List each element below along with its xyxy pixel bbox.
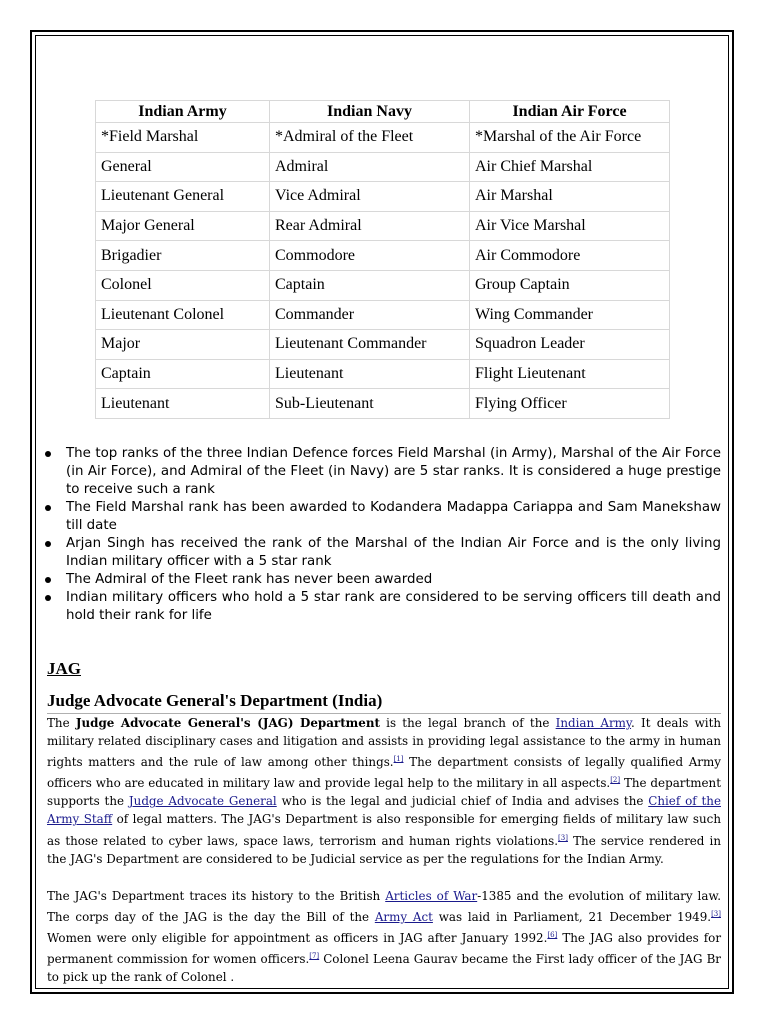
text-run: The department supports the	[47, 776, 721, 809]
link-indian-army[interactable]: Indian Army	[555, 716, 632, 730]
text-run: The JAG's Department traces its history to the British	[47, 889, 386, 903]
table-cell: Air Commodore	[470, 241, 670, 271]
list-item	[40, 571, 721, 589]
table-row	[96, 152, 670, 182]
citation-link[interactable]: [3]	[711, 910, 721, 919]
table-cell: Sub-Lieutenant	[270, 389, 470, 419]
bold-term: Judge Advocate General's (JAG) Department	[75, 716, 380, 730]
text-run: -1385 and the evolution of military law. The corps day of the JAG is the day the Bill of the	[47, 889, 721, 925]
list-item	[40, 589, 721, 625]
jag-paragraph-2	[47, 887, 721, 986]
bullet-icon	[45, 595, 51, 601]
table-row	[96, 182, 670, 212]
bullet-text: The top ranks of the three Indian Defence forces Field Marshal (in Army), Marshal of the Air Force (in Air Force), and Admiral of the Fleet (in Navy) are 5 star ranks. It is considered a huge prestige to receive such a rank	[66, 446, 721, 497]
bullet-icon	[45, 451, 51, 457]
list-item	[40, 499, 721, 535]
table-cell: Commander	[270, 300, 470, 330]
text-run: Colonel Leena Gaurav became the First lady officer of the JAG Br to pick up the rank of Colonel .	[47, 952, 721, 985]
table-cell: Flying Officer	[470, 389, 670, 419]
section-title-jag: JAG	[47, 659, 81, 678]
table-cell: Vice Admiral	[270, 182, 470, 212]
text-run: was laid in Parliament, 21 December 1949.	[432, 910, 712, 925]
table-row	[96, 359, 670, 389]
citation-link[interactable]: [3]	[558, 833, 568, 842]
table-cell: Group Captain	[470, 270, 670, 300]
text-run: . It deals with military related disciplinary cases and litigation and assists in providing legal assistance to the army in human rights matters and the rule of law among other things.	[47, 716, 722, 770]
table-cell: Flight Lieutenant	[470, 359, 670, 389]
table-row	[96, 300, 670, 330]
text-run: The	[47, 716, 76, 730]
bullet-icon	[45, 577, 51, 583]
table-cell: Major	[96, 330, 270, 360]
table-cell: Captain	[270, 270, 470, 300]
table-row	[96, 270, 670, 300]
bullet-text: The Admiral of the Fleet rank has never been awarded	[66, 572, 433, 587]
bullet-icon	[45, 505, 51, 511]
table-cell: *Marshal of the Air Force	[470, 123, 670, 153]
table-cell: General	[96, 152, 270, 182]
table-cell: Commodore	[270, 241, 470, 271]
table-cell: Lieutenant General	[96, 182, 270, 212]
header-indian-navy: Indian Navy	[270, 101, 470, 123]
table-cell: Lieutenant	[270, 359, 470, 389]
bullet-text: Indian military officers who hold a 5 star rank are considered to be serving officers till death and hold their rank for life	[66, 590, 721, 623]
link-army-act[interactable]: Army Act	[374, 910, 433, 925]
table-cell: Lieutenant	[96, 389, 270, 419]
link-judge-advocate-general[interactable]: Judge Advocate General	[128, 794, 277, 809]
text-run: of legal matters. The JAG's Department is also responsible for emerging fields of military law such as those related to cyber laws, space laws, terrorism and human rights violations.	[47, 812, 721, 848]
citation-link[interactable]: [2]	[610, 776, 621, 785]
header-indian-army: Indian Army	[96, 101, 270, 123]
table-cell: Brigadier	[96, 241, 270, 271]
table-header-row	[96, 101, 670, 123]
text-run: The service rendered in the JAG's Department are considered to be Judicial service as per the regulations for the Indian Army.	[47, 833, 721, 866]
ranks-table	[95, 100, 670, 419]
table-cell: Air Chief Marshal	[470, 152, 670, 182]
table-cell: Wing Commander	[470, 300, 670, 330]
table-cell: *Admiral of the Fleet	[270, 123, 470, 153]
link-chief-of-army-staff[interactable]: Chief of the Army Staff	[47, 794, 721, 827]
citation-link[interactable]: [6]	[547, 931, 558, 940]
table-row	[96, 330, 670, 360]
citation-link[interactable]: [7]	[309, 952, 320, 961]
table-cell: Rear Admiral	[270, 211, 470, 241]
table-cell: Air Vice Marshal	[470, 211, 670, 241]
section-heading: Judge Advocate General's Department (India)	[47, 691, 721, 714]
table-cell: *Field Marshal	[96, 123, 270, 153]
text-run: Women were only eligible for appointment as officers in JAG after January 1992.	[47, 931, 548, 946]
table-cell: Air Marshal	[470, 182, 670, 212]
table-row	[96, 211, 670, 241]
text-run: The department consists of legally qualified Army officers who are educated in military law and provide legal help to the military in all aspects.	[47, 755, 721, 791]
table-cell: Admiral	[270, 152, 470, 182]
link-articles-of-war[interactable]: Articles of War	[385, 889, 478, 903]
table-row	[96, 123, 670, 153]
table-cell: Lieutenant Commander	[270, 330, 470, 360]
list-item	[40, 535, 721, 571]
bullet-icon	[45, 541, 51, 547]
text-run: The JAG also provides for permanent commission for women officers.	[47, 931, 721, 967]
bullet-text: Arjan Singh has received the rank of the Marshal of the Indian Air Force and is the only living Indian military officer with a 5 star rank	[66, 536, 721, 569]
jag-paragraph-1	[47, 714, 721, 868]
header-indian-air-force: Indian Air Force	[470, 101, 670, 123]
bullet-text: The Field Marshal rank has been awarded to Kodandera Madappa Cariappa and Sam Manekshaw till date	[66, 500, 721, 533]
table-cell: Major General	[96, 211, 270, 241]
table-cell: Captain	[96, 359, 270, 389]
table-row	[96, 389, 670, 419]
list-item	[40, 445, 721, 499]
five-star-notes-list	[40, 445, 721, 625]
table-cell: Squadron Leader	[470, 330, 670, 360]
text-run: who is the legal and judicial chief of India and advises the	[276, 794, 649, 809]
table-row	[96, 241, 670, 271]
text-run: is the legal branch of the	[379, 716, 556, 730]
table-cell: Colonel	[96, 270, 270, 300]
table-cell: Lieutenant Colonel	[96, 300, 270, 330]
citation-link[interactable]: [1]	[393, 755, 404, 764]
